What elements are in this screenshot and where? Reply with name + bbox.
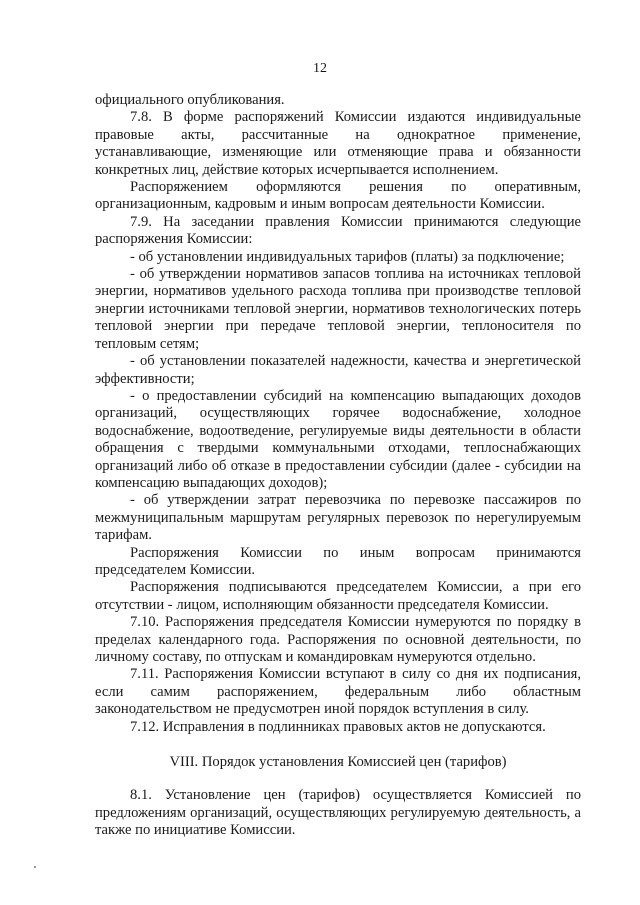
list-item-carrier-costs: - об утверждении затрат перевозчика по перевозке пассажиров по межмуниципальным маршрутам регулярных перевозок по нерегулируемым тарифам. [95, 492, 581, 544]
list-item-individual-tariffs: - об установлении индивидуальных тарифов (платы) за подключение; [130, 248, 565, 265]
paragraph-continuation: официального опубликования. [95, 92, 285, 108]
document-body [95, 92, 581, 840]
list-item-subsidies: - о предоставлении субсидий на компенсацию выпадающих доходов организаций, осуществляющих горячее водоснабжение, холодное водоснабжение, водоотведение, регулируемые виды деятельности в области обращения с твердыми коммунальными отходами, теплоснабжающих организаций либо об отказе в предоставлении субсидии (далее - субсидии на компенсацию выпадающих доходов); [95, 387, 581, 491]
list-item-reliability-indicators: - об установлении показателей надежности, качества и энергетической эффективности; [95, 353, 581, 387]
paragraph-7-9: 7.9. На заседании правления Комиссии принимаются следующие распоряжения Комиссии: [95, 213, 581, 248]
scan-speck [34, 866, 36, 868]
paragraph-orders-scope: Распоряжением оформляются решения по оперативным, организационным, кадровым и иным вопросам деятельности Комиссии. [95, 179, 581, 213]
paragraph-7-8: 7.8. В форме распоряжений Комиссии издаются индивидуальные правовые акты, рассчитанные на однократное применение, устанавливающие, изменяющие или отменяющие права и обязанности конкретных лиц, действие которых исчерпывается исполнением. [95, 109, 581, 178]
paragraph-8-1: 8.1. Установление цен (тарифов) осуществляется Комиссией по предложениям организаций, осуществляющих регулируемую деятельность, а также по инициативе Комиссии. [95, 787, 581, 839]
paragraph-chairman-orders: Распоряжения Комиссии по иным вопросам принимаются председателем Комиссии. [95, 544, 581, 578]
paragraph-7-12: 7.12. Исправления в подлинниках правовых актов не допускаются. [130, 718, 546, 735]
paragraph-7-10: 7.10. Распоряжения председателя Комиссии нумеруются по порядку в пределах календарного года. Распоряжения по основной деятельности, по личному составу, по отпускам и командировкам нумеруются отдельно. [95, 614, 581, 665]
page-number: 12 [313, 61, 327, 76]
list-item-fuel-norms: - об утверждении нормативов запасов топлива на источниках тепловой энергии, нормативов удельного расхода топлива при производстве тепловой энергии источниками тепловой энергии, нормативов технологических потерь тепловой энергии при передаче тепловой энергии, теплоносителя по тепловым сетям; [95, 266, 581, 352]
paragraph-7-11: 7.11. Распоряжения Комиссии вступают в силу со дня их подписания, если самим распоряжением, федеральным либо областным законодательством не предусмотрен иной порядок вступления в силу. [95, 666, 581, 718]
section-title: VIII. Порядок установления Комиссией цен (тарифов) [169, 754, 507, 771]
paragraph-signing: Распоряжения подписываются председателем Комиссии, а при его отсутствии - лицом, исполняющим обязанности председателя Комиссии. [95, 579, 581, 613]
